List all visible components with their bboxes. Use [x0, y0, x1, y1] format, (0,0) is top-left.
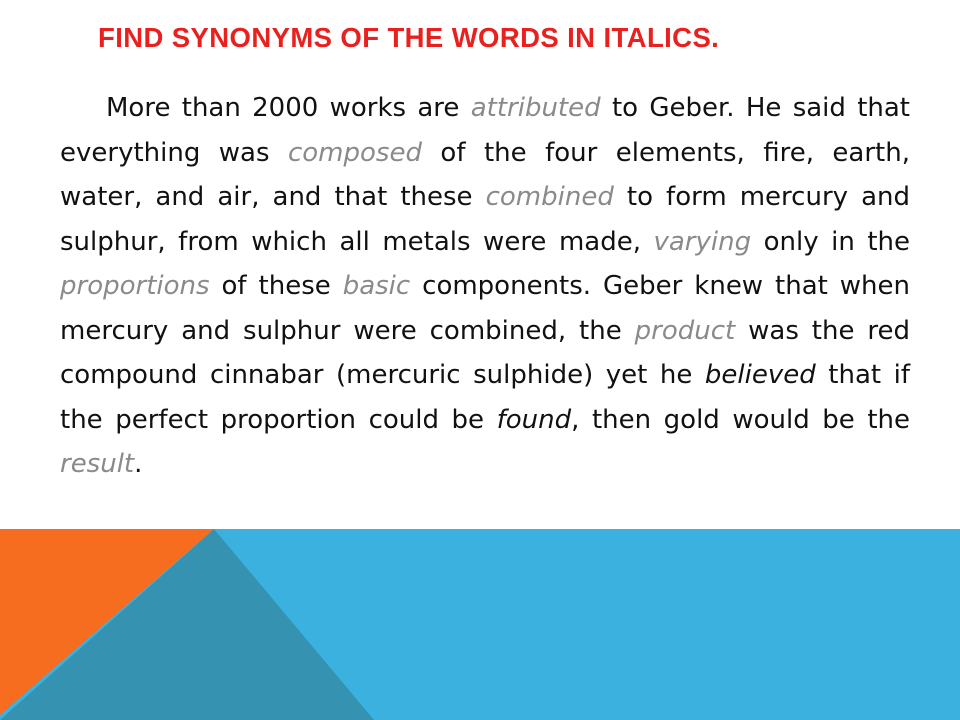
italic-word-varying: varying	[653, 226, 752, 257]
slide-title: FIND SYNONYMS OF THE WORDS IN ITALICS.	[98, 22, 720, 53]
text-run: components. Geber knew that when mercury and sulphur were combined, the	[60, 271, 910, 346]
text-run: More than 2000 works are	[106, 93, 471, 123]
italic-word-found: found	[496, 404, 572, 435]
italic-word-attributed: attributed	[470, 93, 601, 123]
italic-word-composed: composed	[287, 137, 422, 168]
italic-word-product: product	[634, 315, 736, 346]
text-run: to form mercury and sulphur, from which all metals were made,	[60, 182, 910, 257]
text-run: of these	[209, 271, 343, 301]
text-run: , then gold would be the	[571, 404, 910, 435]
italic-word-basic: basic	[342, 271, 411, 301]
italic-word-result: result	[60, 449, 135, 479]
italic-word-believed: believed	[704, 360, 816, 390]
body-paragraph	[60, 86, 910, 487]
text-run: was the red compound cinnabar (mercuric sulphide) yet he	[60, 315, 910, 390]
decorative-band	[0, 529, 960, 720]
text-run: .	[134, 449, 143, 479]
italic-word-proportions: proportions	[60, 271, 210, 301]
text-run: only in the	[751, 226, 910, 257]
text-run: of the four elements, fire, earth, water, and air, and that these	[60, 137, 910, 212]
italic-word-combined: combined	[485, 182, 614, 212]
text-run: that if the perfect proportion could be	[60, 360, 910, 435]
text-run: to Geber. He said that everything was	[60, 93, 910, 168]
